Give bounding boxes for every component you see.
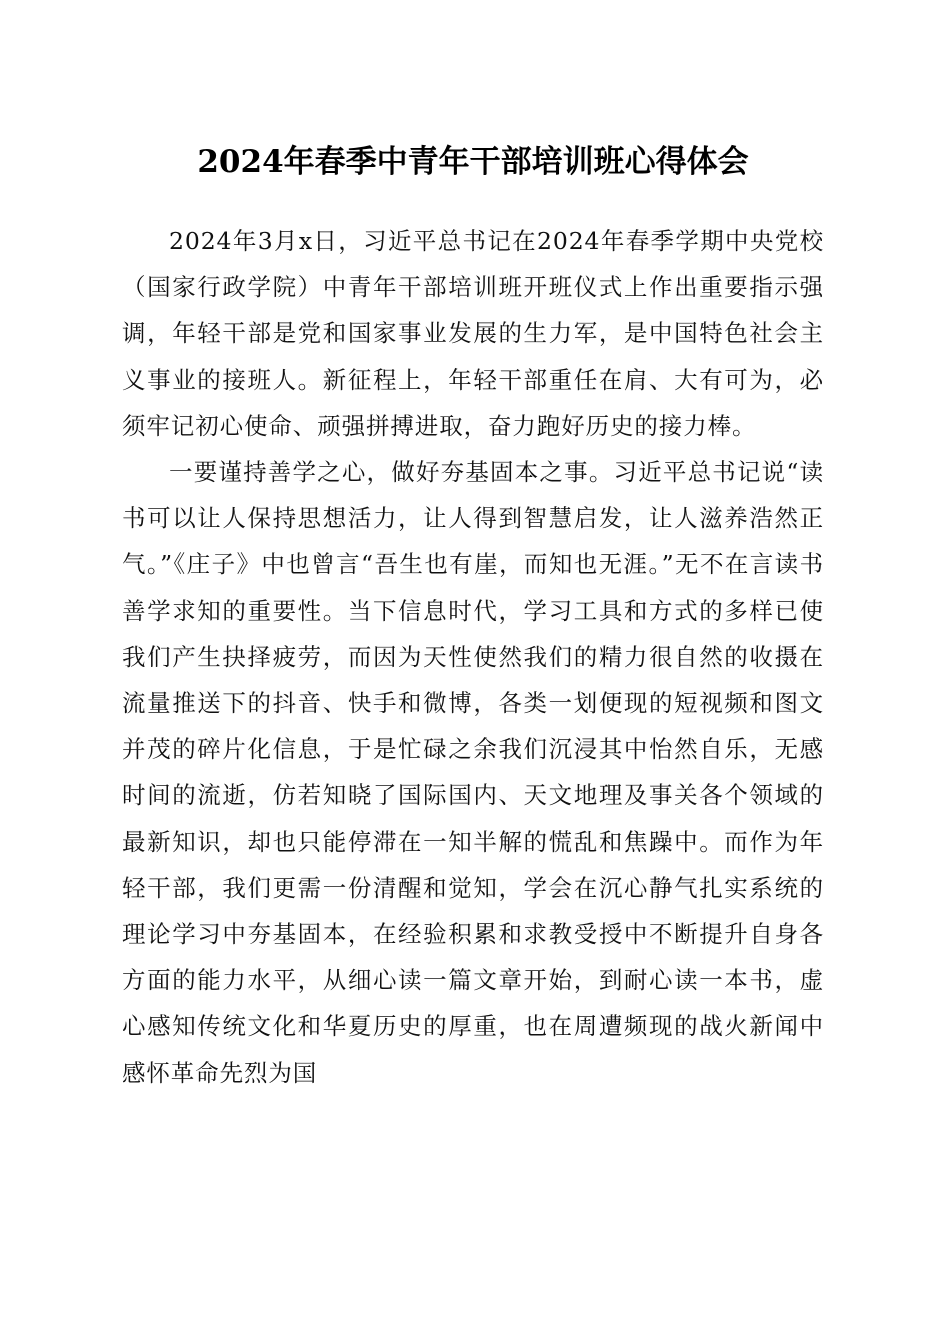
paragraph-study: 一要谨持善学之心，做好夯基固本之事。习近平总书记说“读书可以让人保持思想活力，让人得到智慧启发，让人滋养浩然正气。”《庄子》中也曾言“吾生也有崖，而知也无涯。”无不在言读书善学求知的重要性。当下信息时代，学习工具和方式的多样已使我们产生抉择疲劳，而因为天性使然我们的精力很自然的收摄在流量推送下的抖音、快手和微博，各类一划便现的短视频和图文并茂的碎片化信息，于是忙碌之余我们沉浸其中怡然自乐，无感时间的流逝，仿若知晓了国际国内、天文地理及事关各个领域的最新知识，却也只能停滞在一知半解的慌乱和焦躁中。而作为年轻干部，我们更需一份清醒和觉知，学会在沉心静气扎实系统的理论学习中夯基固本，在经验积累和求教受授中不断提升自身各方面的能力水平，从细心读一篇文章开始，到耐心读一本书，虚心感知传统文化和华夏历史的厚重，也在周遭频现的战火新闻中感怀革命先烈为国: [122, 458, 824, 1087]
document-body: [122, 218, 824, 1096]
document-title: 2024年春季中青年干部培训班心得体会: [197, 144, 749, 180]
paragraph-intro: 2024年3月x日，习近平总书记在2024年春季学期中央党校（国家行政学院）中青年干部培训班开班仪式上作出重要指示强调，年轻干部是党和国家事业发展的生力军，是中国特色社会主义事业的接班人。新征程上，年轻干部重任在肩、大有可为，必须牢记初心使命、顽强拼搏进取，奋力跑好历史的接力棒。: [122, 227, 824, 440]
